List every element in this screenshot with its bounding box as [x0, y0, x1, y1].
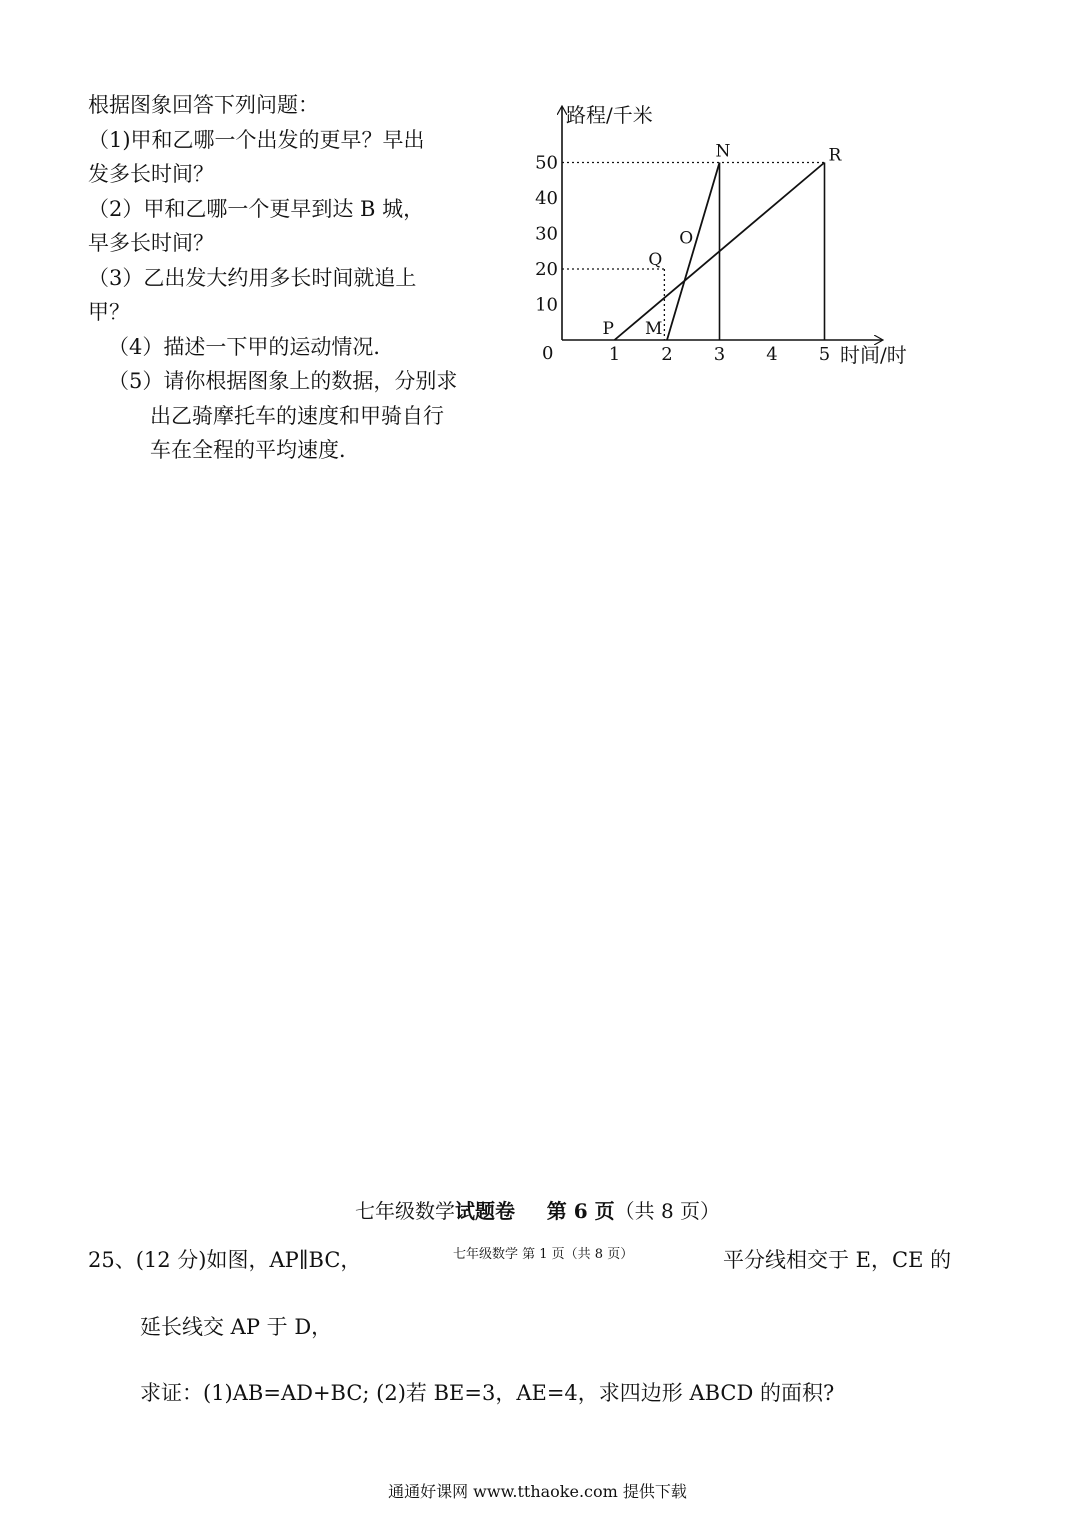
question-5-line-3: 车在全程的平均速度． — [150, 438, 360, 462]
exam-paper-label: 试题卷 — [454, 1199, 515, 1223]
question-25-line-1-start: 25、(12 分)如图，AP∥BC， — [88, 1248, 362, 1272]
point-label-q: Q — [648, 250, 663, 270]
question-4: （4）描述一下甲的运动情况． — [108, 334, 395, 359]
question-2-line-1: （2）甲和乙哪一个更早到达 B 城， — [88, 196, 425, 221]
point-label-p: P — [602, 319, 614, 339]
question-3-line-2: 甲？ — [88, 300, 130, 324]
overlay-page-label: 七年级数学 第 1 页（共 8 页） — [453, 1247, 634, 1262]
question-5-line-2: 出乙骑摩托车的速度和甲骑自行 — [150, 403, 444, 428]
x-tick-label: 5 — [818, 344, 831, 365]
question-25-line-2: 延长线交 AP 于 D， — [140, 1315, 333, 1339]
distance-time-graph — [530, 95, 930, 385]
question-list — [88, 88, 508, 468]
x-tick-label: 4 — [766, 344, 778, 365]
series-line-mn — [667, 163, 720, 341]
y-tick-label: 10 — [535, 294, 558, 316]
exam-page-number: 第 6 页 — [546, 1199, 615, 1223]
question-25-line-1-end: 平分线相交于 E，CE 的 — [723, 1248, 952, 1272]
exam-page-footer — [0, 1195, 1075, 1224]
y-tick-label: 40 — [535, 188, 558, 209]
x-tick-label: 3 — [713, 344, 726, 365]
y-tick-label: 20 — [535, 259, 558, 280]
question-2-line-2: 早多长时间？ — [88, 231, 214, 255]
question-intro: 根据图象回答下列问题： — [88, 93, 319, 117]
question-5-line-1: （5）请你根据图象上的数据，分别求 — [108, 369, 458, 393]
point-label-r: R — [828, 145, 842, 166]
question-3-line-1: （3）乙出发大约用多长时间就追上 — [88, 265, 417, 290]
origin-label: 0 — [542, 343, 554, 364]
y-axis-label: 路程/千米 — [566, 103, 653, 127]
x-tick-label: 2 — [661, 344, 673, 365]
x-axis-label: 时间/时 — [840, 343, 907, 367]
exam-subject: 七年级数学 — [354, 1199, 455, 1223]
point-label-n: N — [715, 141, 731, 162]
question-1-line-2: 发多长时间？ — [88, 162, 214, 186]
y-tick-label: 50 — [535, 152, 558, 174]
point-label-m: M — [645, 319, 663, 339]
y-tick-label: 30 — [535, 223, 558, 245]
x-tick-label: 1 — [608, 344, 621, 365]
question-1-line-1: （1)甲和乙哪一个出发的更早？早出 — [88, 127, 425, 152]
site-footer: 通通好课网 www.tthaoke.com 提供下载 — [388, 1482, 687, 1501]
question-25-line-3: 求证：(1)AB=AD+BC; (2)若 BE=3，AE=4，求四边形 ABCD 的面积? — [140, 1381, 835, 1405]
exam-page-total: （共 8 页） — [614, 1199, 721, 1223]
point-label-o: O — [679, 228, 694, 249]
